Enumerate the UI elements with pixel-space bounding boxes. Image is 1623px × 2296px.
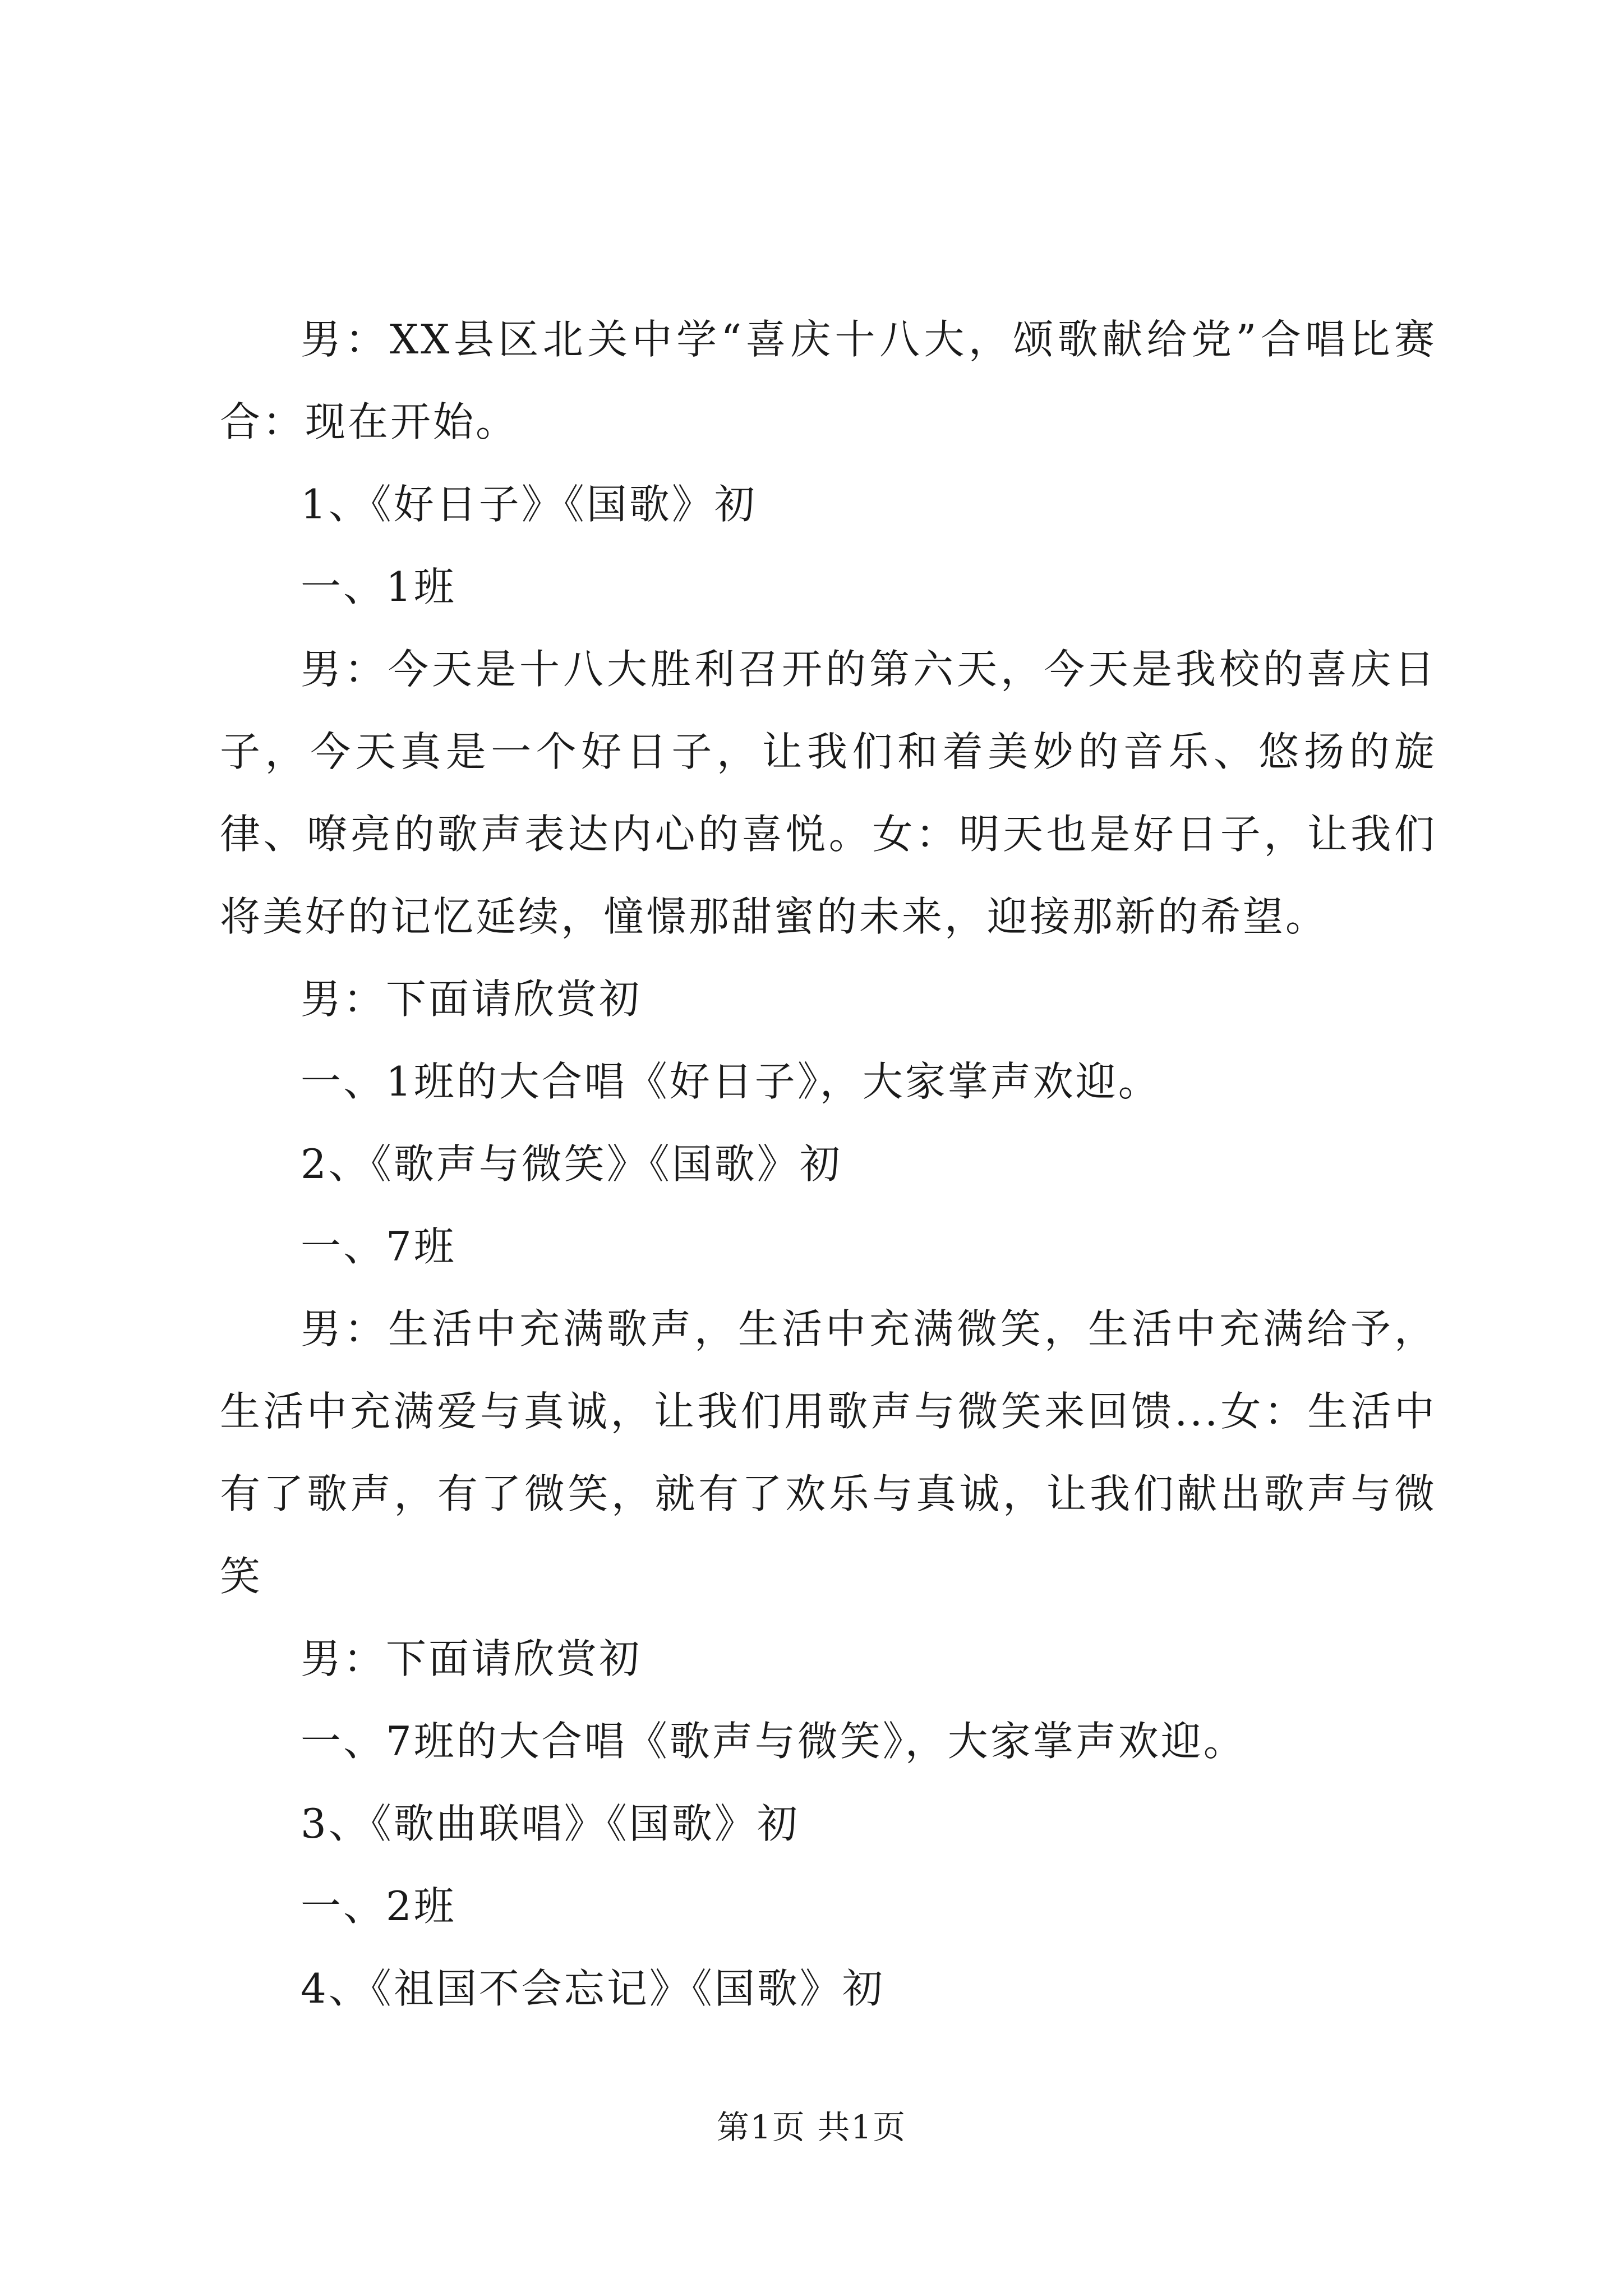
paragraph: 1、《好日子》《国歌》初 [301, 481, 757, 528]
paragraph: 2、《歌声与微笑》《国歌》初 [301, 1140, 842, 1188]
paragraph: 一、2班 [301, 1883, 457, 1930]
paragraph: 男：下面请欣赏初 [301, 976, 642, 1023]
paragraph: 男：XX县区北关中学“喜庆十八大，颂歌献给党”合唱比赛合：现在开始。 [220, 316, 1437, 445]
paragraph: 一、1班的大合唱《好日子》，大家掌声欢迎。 [301, 1058, 1161, 1105]
paragraph: 一、1班 [301, 563, 457, 610]
paragraph: 男：下面请欣赏初 [301, 1635, 642, 1682]
paragraph: 男：今天是十八大胜利召开的第六天，今天是我校的喜庆日子，今天真是一个好日子，让我们和着美妙的音乐、悠扬的旋律、嘹亮的歌声表达内心的喜悦。女：明天也是好日子，让我们将美好的记忆延续，憧憬那甜蜜的未来，迎接那新的希望。 [220, 646, 1437, 940]
paragraph: 3、《歌曲联唱》《国歌》初 [301, 1800, 800, 1847]
paragraph: 一、7班 [301, 1223, 457, 1270]
paragraph: 4、《祖国不会忘记》《国歌》初 [301, 1965, 885, 2012]
paragraph: 一、7班的大合唱《歌声与微笑》，大家掌声欢迎。 [301, 1718, 1246, 1765]
page-number-footer: 第1页 共1页 [716, 2108, 907, 2146]
paragraph: 男：生活中充满歌声，生活中充满微笑，生活中充满给予，生活中充满爱与真诚，让我们用歌声与微笑来回馈...女：生活中有了歌声，有了微笑，就有了欢乐与真诚，让我们献出歌声与微笑 [220, 1305, 1437, 1600]
document-body [220, 298, 1437, 2030]
